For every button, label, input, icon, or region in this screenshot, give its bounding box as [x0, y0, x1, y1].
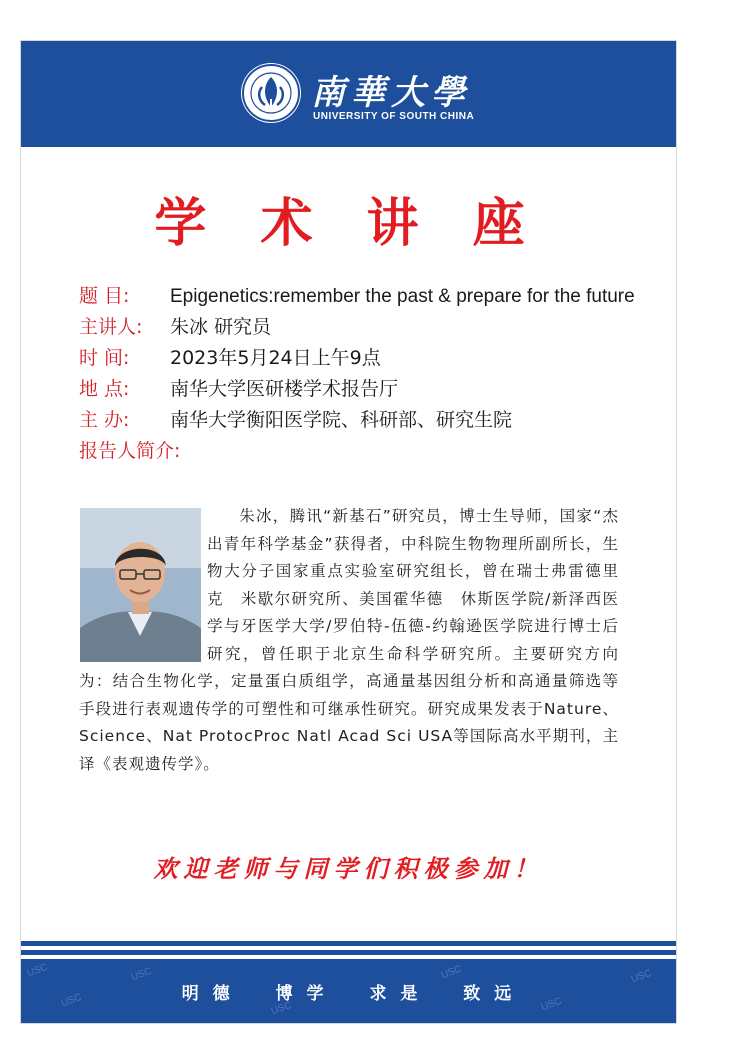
university-header [21, 41, 676, 147]
lecture-info [79, 281, 649, 467]
watermark: USC [629, 967, 654, 986]
place-label: 地 点: [79, 378, 130, 400]
footer-band [21, 959, 676, 1024]
watermark: USC [539, 995, 564, 1014]
topic-row [79, 281, 649, 312]
watermark: USC [129, 965, 154, 984]
speaker-row [79, 312, 649, 343]
host-row [79, 405, 649, 436]
motto-item: 明 德 [181, 984, 234, 1004]
speaker-value: 朱冰 研究员 [170, 316, 272, 338]
bio-text: 朱冰，腾讯“新基石”研究员，博士生导师，国家“杰出青年科学基金”获得者，中科院生物物理所副所长，生物大分子国家重点实验室研究组长，曾在瑞士弗雷德里克 米歇尔研究所、美国霍华德 休斯医学院/新泽西医学与牙医学大学/罗伯特-伍德-约翰逊医学院进行博士后研究，曾任职于北京生命科学研究所。主要研究方向为：结合生物化学，定量蛋白质组学，高通量基因组分析和高通量筛选等手段进行表观遗传学的可塑性和可继承性研究。研究成果发表于Nature、 Science、Nat ProtocProc Natl Acad Sci USA等国际高水平期刊，主译《表观遗传学》。 [79, 507, 619, 773]
poster-title: 学 术 讲 座 [154, 194, 543, 254]
motto-item: 求 是 [369, 984, 422, 1004]
time-label: 时 间: [79, 347, 130, 369]
footer-stripe [21, 941, 676, 946]
usc-emblem-icon [241, 63, 301, 123]
watermark: USC [25, 961, 50, 980]
university-name-cn: 南華大學 [311, 73, 471, 113]
topic-value: Epigenetics:remember the past & prepare for the future [170, 286, 635, 307]
topic-label: 题 目: [79, 285, 130, 307]
university-name-en: UNIVERSITY OF SOUTH CHINA [313, 111, 475, 122]
motto-item: 致 远 [463, 984, 516, 1004]
footer-stripe [21, 950, 676, 955]
motto-item: 博 学 [275, 984, 328, 1004]
bio-label: 报告人简介: [79, 440, 181, 462]
place-value: 南华大学医研楼学术报告厅 [170, 378, 399, 400]
host-label: 主 办: [79, 409, 130, 431]
welcome-message: 欢迎老师与同学们积极参加！ [153, 854, 544, 883]
watermark: USC [439, 963, 464, 982]
time-value: 2023年5月24日上午9点 [170, 347, 381, 369]
time-row [79, 343, 649, 374]
watermark: USC [59, 991, 84, 1010]
watermark: USC [269, 999, 294, 1018]
speaker-bio [79, 503, 619, 778]
university-motto [21, 979, 676, 1004]
place-row [79, 374, 649, 405]
lecture-poster [20, 40, 677, 1024]
host-value: 南华大学衡阳医学院、科研部、研究生院 [170, 409, 513, 431]
speaker-label: 主讲人: [79, 316, 143, 338]
